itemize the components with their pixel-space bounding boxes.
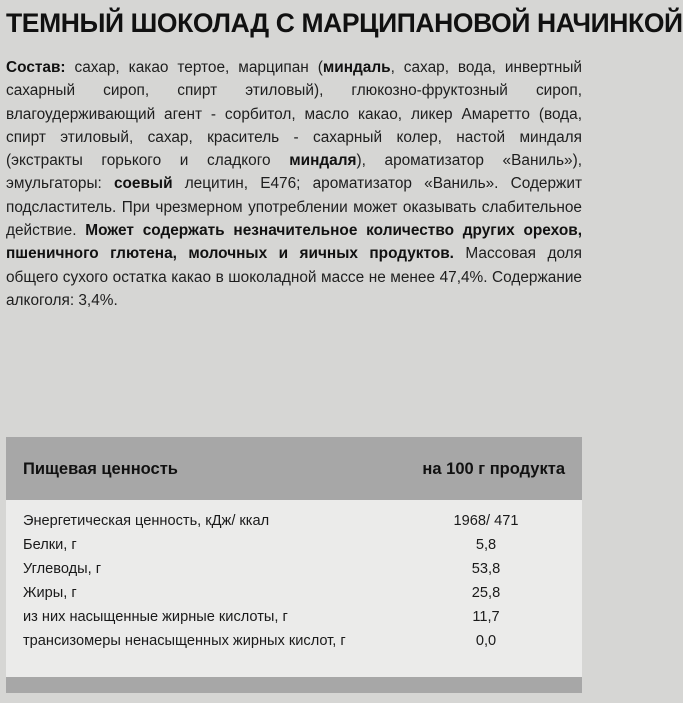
nutrition-row-value: 25,8 [471,585,501,601]
nutrition-row-value: 0,0 [475,633,497,649]
nutrition-row-fat [6,581,582,605]
composition-part-2: , сахар, вода, инвертный сахарный сироп, спирт этиловый), глюкозно-фруктозный сироп, влагоудерживающий агент - сорбитол, масло какао, ликер Амаретто (вода, спирт этиловый, сахар, краситель - сахарный колер, настой миндаля (экстракты горького и сладкого [6,59,582,170]
nutrition-row-name: Белки, г [23,537,77,553]
nutrition-row-value: 1968/ 471 [453,513,519,529]
allergen-almond-1: миндаль [322,59,391,76]
nutrition-header-title: Пищевая ценность [23,460,178,478]
nutrition-row-saturated-fat [6,605,582,629]
allergen-soy: соевый [113,175,173,193]
nutrition-row-value: 53,8 [471,561,501,577]
composition-part-5: Массовая доля общего сухого остатка какао в шоколадной массе не менее 47,4%. Содержание алкоголя: 3,4%. [6,245,582,309]
allergen-warning: Может содержать незначительное количество других орехов, пшеничного глютена, молочных и яичных продуктов. [6,222,582,263]
nutrition-panel [6,437,582,693]
composition-part-3: ), ароматизатор «Ваниль»), эмульгаторы: [6,152,583,193]
nutrition-row-trans-fat [6,629,582,653]
nutrition-row-name: из них насыщенные жирные кислоты, г [23,609,288,625]
product-title: ТЕМНЫЙ ШОКОЛАД С МАРЦИПАНОВОЙ НАЧИНКОЙ [6,8,683,38]
nutrition-row-value: 5,8 [475,537,497,553]
nutrition-header [6,437,582,500]
nutrition-footer-bar [6,677,582,693]
nutrition-row-name: трансизомеры ненасыщенных жирных кислот, г [23,633,346,649]
nutrition-header-unit: на 100 г продукта [422,460,565,478]
nutrition-row-name: Энергетическая ценность, кДж/ ккал [23,513,270,529]
composition-part-1: сахар, какао тертое, марципан ( [65,59,323,76]
allergen-almond-2: миндаля [289,152,357,170]
composition-label: Состав: [6,59,66,76]
nutrition-row-energy [6,509,582,533]
nutrition-row-protein [6,533,582,557]
nutrition-row-value: 11,7 [472,609,500,625]
composition-part-4: лецитин, Е476; ароматизатор «Ваниль». Содержит подсластитель. При чрезмерном употреблении может оказывать слабительное действие. [6,175,582,240]
nutrition-rows [6,509,582,653]
nutrition-row-carbs [6,557,582,581]
composition-text [6,56,582,312]
nutrition-row-name: Жиры, г [23,585,77,601]
nutrition-row-name: Углеводы, г [23,561,102,577]
